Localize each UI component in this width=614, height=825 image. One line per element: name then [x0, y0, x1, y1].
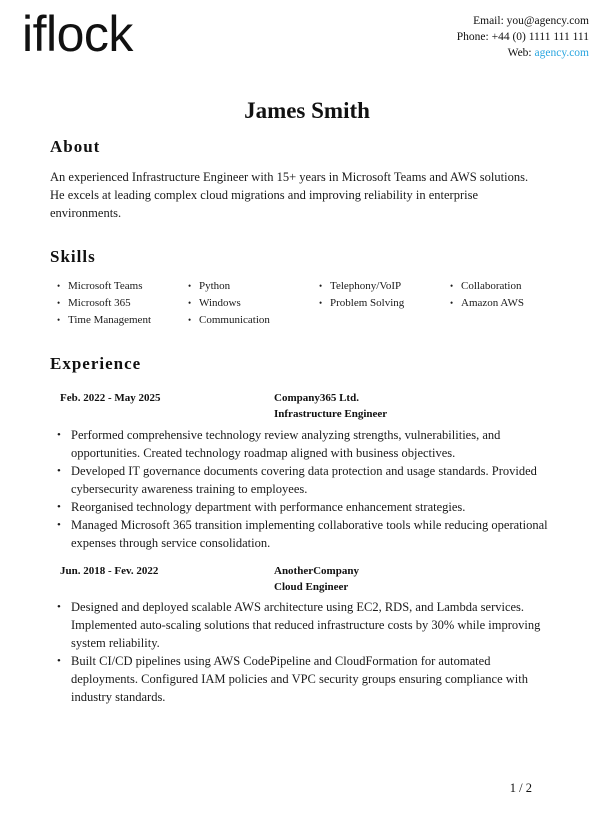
job-dates: Feb. 2022 - May 2025 — [60, 392, 161, 404]
about-text: An experienced Infrastructure Engineer with 15+ years in Microsoft Teams and AWS solutions. He excels at leading complex cloud migrations and improving reliability in enterprise environments. — [50, 170, 529, 220]
skill-item: • Telephony/VoIP — [319, 278, 450, 295]
list-item: • Reorganised technology department with performance enhancement strategies. — [55, 498, 555, 516]
list-item: • Performed comprehensive technology review analyzing strengths, vulnerabilities, and opportunities. Created technology roadmap aligned with business objectives. — [55, 426, 555, 462]
phone-value: +44 (0) 1111 111 111 — [491, 31, 589, 43]
job-dates: Jun. 2018 - Fev. 2022 — [60, 565, 159, 577]
skills-list — [57, 278, 557, 329]
skill-item: • Windows — [188, 295, 319, 312]
skill-item: • Problem Solving — [319, 295, 450, 312]
job-role: Cloud Engineer — [274, 581, 349, 593]
email-label: Email: — [473, 15, 504, 27]
phone-line — [457, 29, 589, 45]
skill-item: • Communication — [188, 312, 319, 329]
list-item: • Designed and deployed scalable AWS architecture using EC2, RDS, and Lambda services. Implemented auto-scaling solutions that reduced infrastructure costs by 30% while improving system reliability. — [55, 598, 555, 652]
skills-heading: Skills — [50, 247, 96, 266]
email-line — [457, 13, 589, 29]
contact-block — [457, 13, 589, 61]
web-link[interactable]: agency.com — [534, 47, 589, 59]
job-bullets — [55, 598, 555, 706]
web-label: Web: — [507, 47, 532, 59]
list-item: • Built CI/CD pipelines using AWS CodePipeline and CloudFormation for automated deployments. Configured IAM policies and VPC security groups ensuring compliance with industry standards. — [55, 652, 555, 706]
list-item: • Developed IT governance documents covering data protection and usage standards. Provided cybersecurity awareness training to employees. — [55, 462, 555, 498]
job-company: Company365 Ltd. — [274, 392, 359, 404]
phone-label: Phone: — [456, 31, 489, 43]
skill-item: • Time Management — [57, 312, 188, 329]
skill-item: • Microsoft 365 — [57, 295, 188, 312]
list-item: • Managed Microsoft 365 transition implementing collaborative tools while reducing operational expenses through service consolidation. — [55, 516, 555, 552]
email-value[interactable]: you@agency.com — [506, 15, 589, 27]
candidate-name: James Smith — [244, 98, 370, 123]
about-heading: About — [50, 137, 101, 156]
experience-heading: Experience — [50, 354, 142, 373]
job-company: AnotherCompany — [274, 565, 359, 577]
skill-item: • Microsoft Teams — [57, 278, 188, 295]
skill-item: • Collaboration — [450, 278, 560, 295]
page-indicator: 1 / 2 — [509, 781, 532, 795]
skill-item: • Amazon AWS — [450, 295, 560, 312]
company-logo: iflock — [22, 6, 133, 62]
skill-item: • Python — [188, 278, 319, 295]
job-bullets — [55, 426, 555, 552]
job-role: Infrastructure Engineer — [274, 408, 388, 420]
web-line — [457, 45, 589, 61]
